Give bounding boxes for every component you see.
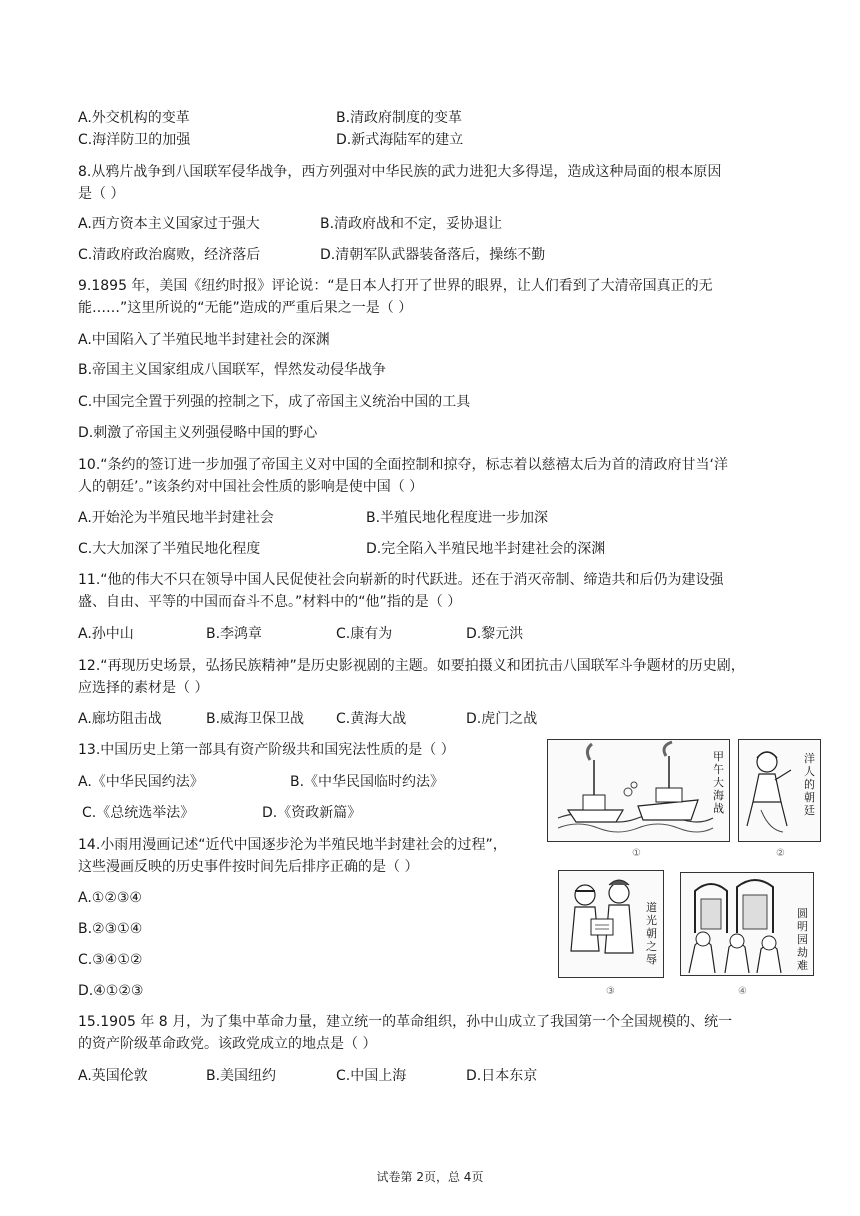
q11-stem-line2: 盛、自由、平等的中国而奋斗不息。”材料中的“他”指的是（ ）: [78, 594, 462, 610]
q10-option-b: B.半殖民地化程度进一步加深: [366, 510, 549, 526]
cartoon1-number: ①: [632, 848, 641, 859]
q13-option-c: C.《总统选举法》: [82, 805, 195, 821]
q14-stem-line1: 14.小雨用漫画记述“近代中国逐步沦为半殖民地半封建社会的过程”，: [78, 837, 507, 853]
cartoon1-caption: 甲午大海战: [713, 750, 724, 815]
q8-option-d: D.清朝军队武器装备落后，操练不勤: [320, 247, 546, 263]
q12-option-c: C.黄海大战: [336, 711, 407, 727]
q9-option-a: A.中国陷入了半殖民地半封建社会的深渊: [78, 332, 330, 348]
q15-option-a: A.英国伦敦: [78, 1068, 148, 1084]
cartoon4-caption: 圆明园劫难: [797, 907, 808, 972]
q11-option-c: C.康有为: [336, 626, 393, 642]
q12-option-d: D.虎门之战: [466, 711, 538, 727]
cartoon-yuanmingyuan: [680, 872, 814, 976]
q13-option-b: B.《中华民国临时约法》: [290, 774, 445, 790]
cartoon-naval-battle: [547, 739, 730, 842]
q12-stem-line1: 12.“再现历史场景，弘扬民族精神”是历史影视剧的主题。如要拍摄义和团抗击八国联军斗争题材的历史剧，: [78, 658, 745, 674]
q13-option-d: D.《资政新篇》: [262, 805, 362, 821]
q14-option-a: A.①②③④: [78, 890, 142, 906]
q11-option-b: B.李鸿章: [206, 626, 263, 642]
q12-option-a: A.廊坊阻击战: [78, 711, 162, 727]
q9-option-c: C.中国完全置于列强的控制之下，成了帝国主义统治中国的工具: [78, 394, 471, 410]
cartoon3-caption: 道光朝之辱: [646, 901, 657, 966]
q12-option-b: B.威海卫保卫战: [206, 711, 305, 727]
q10-option-a: A.开始沦为半殖民地半封建社会: [78, 510, 274, 526]
q11-option-d: D.黎元洪: [466, 626, 524, 642]
cartoon-daoguang-humiliation: [558, 870, 664, 978]
q7-option-c: C.海洋防卫的加强: [78, 132, 191, 148]
q7-option-b: B.清政府制度的变革: [336, 110, 463, 126]
q15-option-d: D.日本东京: [466, 1068, 538, 1084]
q14-option-b: B.②③①④: [78, 921, 143, 937]
q9-option-b: B.帝国主义国家组成八国联军，悍然发动侵华战争: [78, 362, 387, 378]
q12-stem-line2: 应选择的素材是（ ）: [78, 680, 209, 696]
q11-option-a: A.孙中山: [78, 626, 134, 642]
q9-stem-line2: 能……”这里所说的“无能”造成的严重后果之一是（ ）: [78, 300, 413, 316]
page-footer: 试卷第 2页，总 4页: [376, 1170, 484, 1184]
q10-option-c: C.大大加深了半殖民地化程度: [78, 541, 261, 557]
cartoon3-number: ③: [606, 986, 615, 997]
q8-stem-line1: 8.从鸦片战争到八国联军侵华战争，西方列强对中华民族的武力进犯大多得逞，造成这种局面的根本原因: [78, 164, 722, 180]
q10-stem-line1: 10.“条约的签订进一步加强了帝国主义对中国的全面控制和掠夺，标志着以慈禧太后为首的清政府甘当‘洋: [78, 457, 728, 473]
q10-stem-line2: 人的朝廷’。”该条约对中国社会性质的影响是使中国（ ）: [78, 479, 424, 495]
q15-stem-line2: 的资产阶级革命政党。该政党成立的地点是（ ）: [78, 1036, 377, 1052]
q13-stem-line1: 13.中国历史上第一部具有资产阶级共和国宪法性质的是（ ）: [78, 742, 455, 758]
q8-option-a: A.西方资本主义国家过于强大: [78, 216, 260, 232]
q8-stem-line2: 是（ ）: [78, 186, 125, 202]
q10-option-d: D.完全陷入半殖民地半封建社会的深渊: [366, 541, 606, 557]
q8-option-c: C.清政府政治腐败，经济落后: [78, 247, 261, 263]
cartoon2-number: ②: [776, 848, 785, 859]
q15-stem-line1: 15.1905 年 8 月，为了集中革命力量，建立统一的革命组织，孙中山成立了我国第一个全国规模的、统一: [78, 1014, 733, 1030]
q15-option-c: C.中国上海: [336, 1068, 407, 1084]
q7-option-a: A.外交机构的变革: [78, 110, 190, 126]
q11-stem-line1: 11.“他的伟大不只在领导中国人民促使社会向崭新的时代跃进。还在于消灭帝制、缔造共和后仍为建设强: [78, 572, 724, 588]
q8-option-b: B.清政府战和不定，妥协退让: [320, 216, 503, 232]
cartoon4-number: ④: [738, 986, 747, 997]
q13-option-a: A.《中华民国约法》: [78, 774, 204, 790]
q7-option-d: D.新式海陆军的建立: [336, 132, 464, 148]
q14-option-d: D.④①②③: [78, 983, 144, 999]
q9-stem-line1: 9.1895 年，美国《纽约时报》评论说：“是日本人打开了世界的眼界，让人们看到了大清帝国真正的无: [78, 278, 713, 294]
yuanmingyuan-drawing: [681, 873, 812, 974]
q15-option-b: B.美国纽约: [206, 1068, 277, 1084]
q14-option-c: C.③④①②: [78, 952, 143, 968]
cartoon2-caption: 洋人的朝廷: [804, 752, 815, 817]
naval-battle-drawing: [548, 740, 728, 840]
q9-option-d: D.刺激了帝国主义列强侵略中国的野心: [78, 425, 318, 441]
cartoon-foreigners-court: [738, 739, 821, 842]
q14-stem-line2: 这些漫画反映的历史事件按时间先后排序正确的是（ ）: [78, 859, 419, 875]
